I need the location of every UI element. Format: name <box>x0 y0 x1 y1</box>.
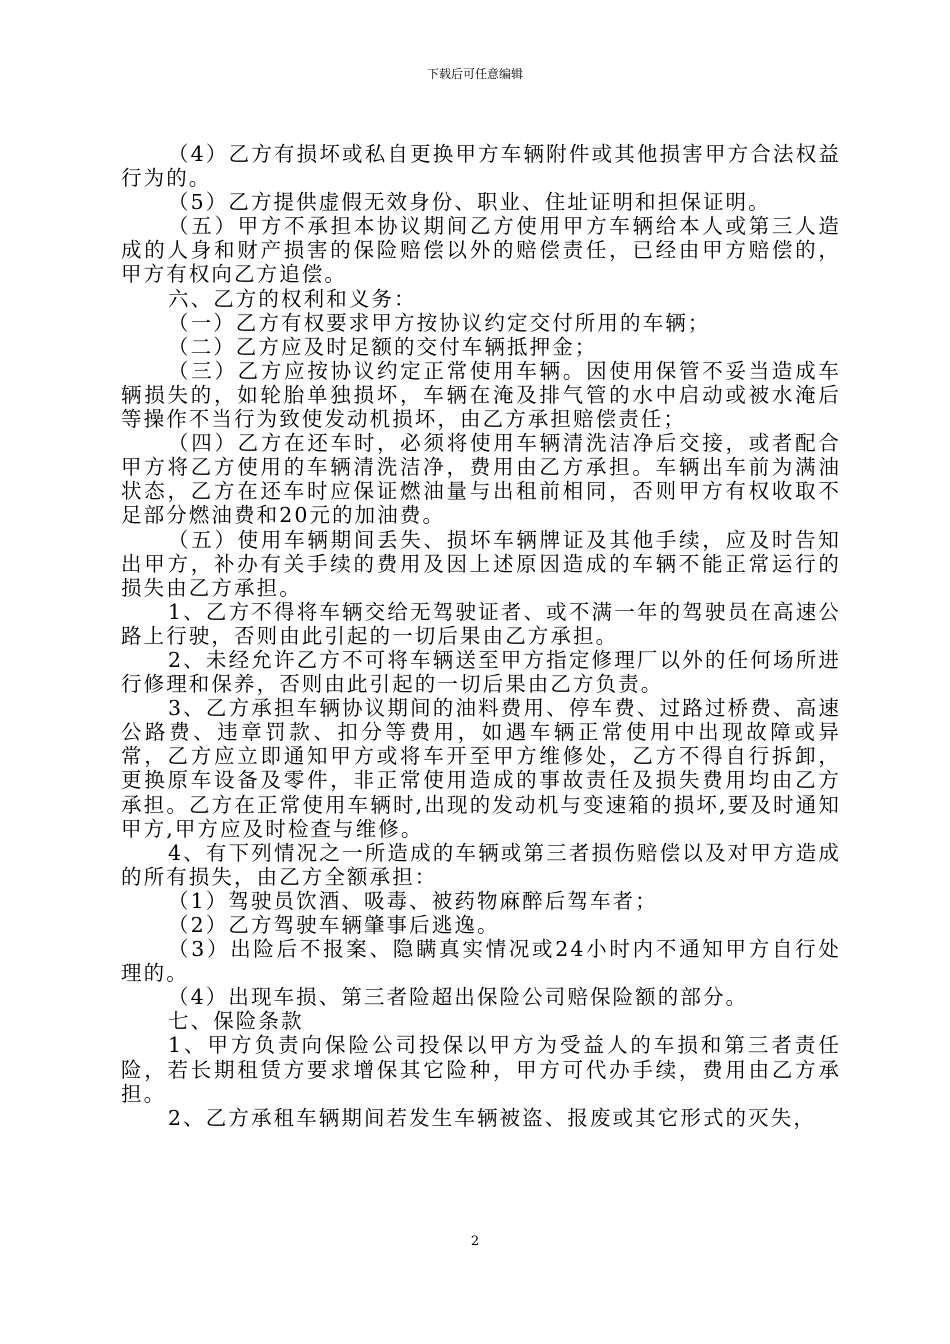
paragraph: （5）乙方提供虚假无效身份、职业、住址证明和担保证明。 <box>168 190 771 215</box>
paragraph: （三）乙方应按协议约定正常使用车辆。因使用保管不妥当造成车辆损失的，如轮胎单独损坏，车辆在淹及排气管的水中启动或被水淹后等操作不当行为致使发动机损坏，由乙方承担赔偿责任； <box>121 358 841 432</box>
page-number: 2 <box>470 1234 480 1249</box>
paragraph: （2）乙方驾驶车辆肇事后逃逸。 <box>168 913 500 937</box>
paragraph: 2、未经允许乙方不可将车辆送至甲方指定修理厂以外的任何场所进行修理和保养，否则由此引起的一切后果由乙方负责。 <box>121 647 841 697</box>
paragraph: （4）乙方有损坏或私自更换甲方车辆附件或其他损害甲方合法权益行为的。 <box>121 142 841 191</box>
paragraph: 2、乙方承租车辆期间若发生车辆被盗、报废或其它形式的灭失， <box>168 1105 816 1130</box>
document-body <box>121 142 841 1130</box>
paragraph: 1、甲方负责向保险公司投保以甲方为受益人的车损和第三者责任险，若长期租赁方要求增保其它险种，甲方可代办手续，费用由乙方承担。 <box>121 1033 841 1106</box>
paragraph: （3）出险后不报案、隐瞒真实情况或24小时内不通知甲方自行处理的。 <box>121 937 841 986</box>
paragraph: （五）甲方不承担本协议期间乙方使用甲方车辆给本人或第三人造成的人身和财产损害的保险赔偿以外的赔偿责任，已经由甲方赔偿的，甲方有权向乙方追偿。 <box>121 214 841 287</box>
paragraph: （五）使用车辆期间丢失、损坏车辆牌证及其他手续，应及时告知出甲方，补办有关手续的费用及因上述原因造成的车辆不能正常运行的损失由乙方承担。 <box>121 527 841 600</box>
section-heading: 六、乙方的权利和义务： <box>168 286 417 311</box>
paragraph: （四）乙方在还车时，必须将使用车辆清洗洁净后交接，或者配合甲方将乙方使用的车辆清洗洁净，费用由乙方承担。车辆出车前为满油状态，乙方在还车时应保证燃油量与出租前相同，否则甲方有权收取不足部分燃油费和20元的加油费。 <box>121 431 841 528</box>
paragraph: （二）乙方应及时足额的交付车辆抵押金； <box>168 334 598 359</box>
paragraph: 1、乙方不得将车辆交给无驾驶证者、或不满一年的驾驶员在高速公路上行驶，否则由此引起的一切后果由乙方承担。 <box>121 599 841 648</box>
header-note: 下载后可任意编辑 <box>426 67 523 81</box>
section-heading: 七、保险条款 <box>168 1009 304 1034</box>
paragraph: （4）出现车损、第三者险超出保险公司赔保险额的部分。 <box>168 985 749 1010</box>
paragraph: （1）驾驶员饮酒、吸毒、被药物麻醉后驾车者； <box>168 888 658 913</box>
paragraph: （一）乙方有权要求甲方按协议约定交付所用的车辆； <box>168 310 711 335</box>
paragraph: 4、有下列情况之一所造成的车辆或第三者损伤赔偿以及对甲方造成的所有损失，由乙方全额承担： <box>121 840 841 889</box>
paragraph: 3、乙方承担车辆协议期间的油料费用、停车费、过路过桥费、高速公路费、违章罚款、扣分等费用，如遇车辆正常使用中出现故障或异常，乙方应立即通知甲方或将车开至甲方维修处，乙方不得自行拆卸，更换原车设备及零件，非正常使用造成的事故责任及损失费用均由乙方承担。乙方在正常使用车辆时,出现的发动机与变速箱的损坏,要及时通知甲方,甲方应及时检查与维修。 <box>121 696 841 841</box>
